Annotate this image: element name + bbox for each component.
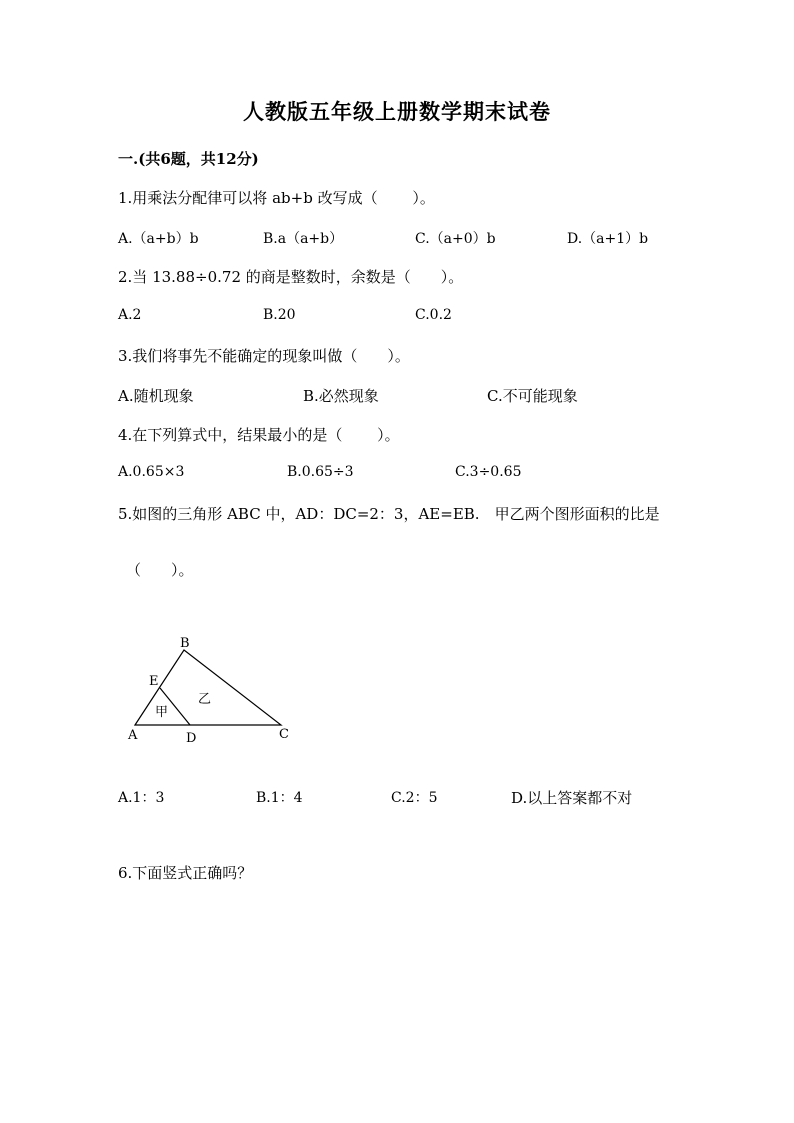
question-3-option-b: B.必然现象	[303, 387, 379, 405]
question-2-stem: 2.当 13.88÷0.72 的商是整数时，余数是（ ）。	[118, 268, 464, 286]
question-2-option-a: A.2	[118, 307, 142, 323]
triangle-figure	[120, 628, 300, 748]
section-heading: 一.(共6题，共12分)	[118, 150, 259, 168]
question-3-option-a: A.随机现象	[118, 387, 194, 405]
question-4-option-c: C.3÷0.65	[455, 464, 522, 480]
question-3-stem: 3.我们将事先不能确定的现象叫做（ ）。	[118, 347, 410, 365]
question-6-stem: 6.下面竖式正确吗？	[118, 864, 253, 882]
question-4-option-a: A.0.65×3	[118, 464, 185, 480]
question-1-option-d: D.（a+1）b	[567, 231, 649, 247]
label-d: D	[186, 731, 197, 746]
question-1-stem: 1.用乘法分配律可以将 ab+b 改写成（ ）。	[118, 189, 435, 207]
question-1-option-a: A.（a+b）b	[118, 231, 199, 247]
region-yi-label: 乙	[198, 692, 212, 707]
question-2-option-c: C.0.2	[415, 307, 452, 323]
question-5-option-a: A.1：3	[118, 790, 165, 806]
question-1-option-c: C.（a+0）b	[415, 231, 496, 247]
label-e: E	[149, 674, 159, 689]
label-b: B	[180, 636, 190, 651]
question-2-option-b: B.20	[263, 307, 296, 323]
page-title: 人教版五年级上册数学期末试卷	[243, 99, 551, 124]
question-5-answer-blank: （ ）。	[126, 561, 194, 579]
label-a: A	[128, 728, 138, 743]
question-5-option-d: D.以上答案都不对	[511, 789, 633, 807]
region-jia-label: 甲	[155, 705, 169, 720]
question-4-stem: 4.在下列算式中，结果最小的是（ ）。	[118, 426, 400, 444]
question-5-option-b: B.1：4	[256, 790, 303, 806]
question-5-stem: 5.如图的三角形 ABC 中，AD：DC=2：3，AE=EB. 甲乙两个图形面积的比是	[118, 505, 660, 523]
label-c: C	[279, 727, 289, 742]
question-1-option-b: B.a（a+b）	[263, 231, 344, 247]
question-4-option-b: B.0.65÷3	[287, 464, 354, 480]
question-3-option-c: C.不可能现象	[487, 387, 578, 405]
question-5-option-c: C.2：5	[391, 790, 438, 806]
